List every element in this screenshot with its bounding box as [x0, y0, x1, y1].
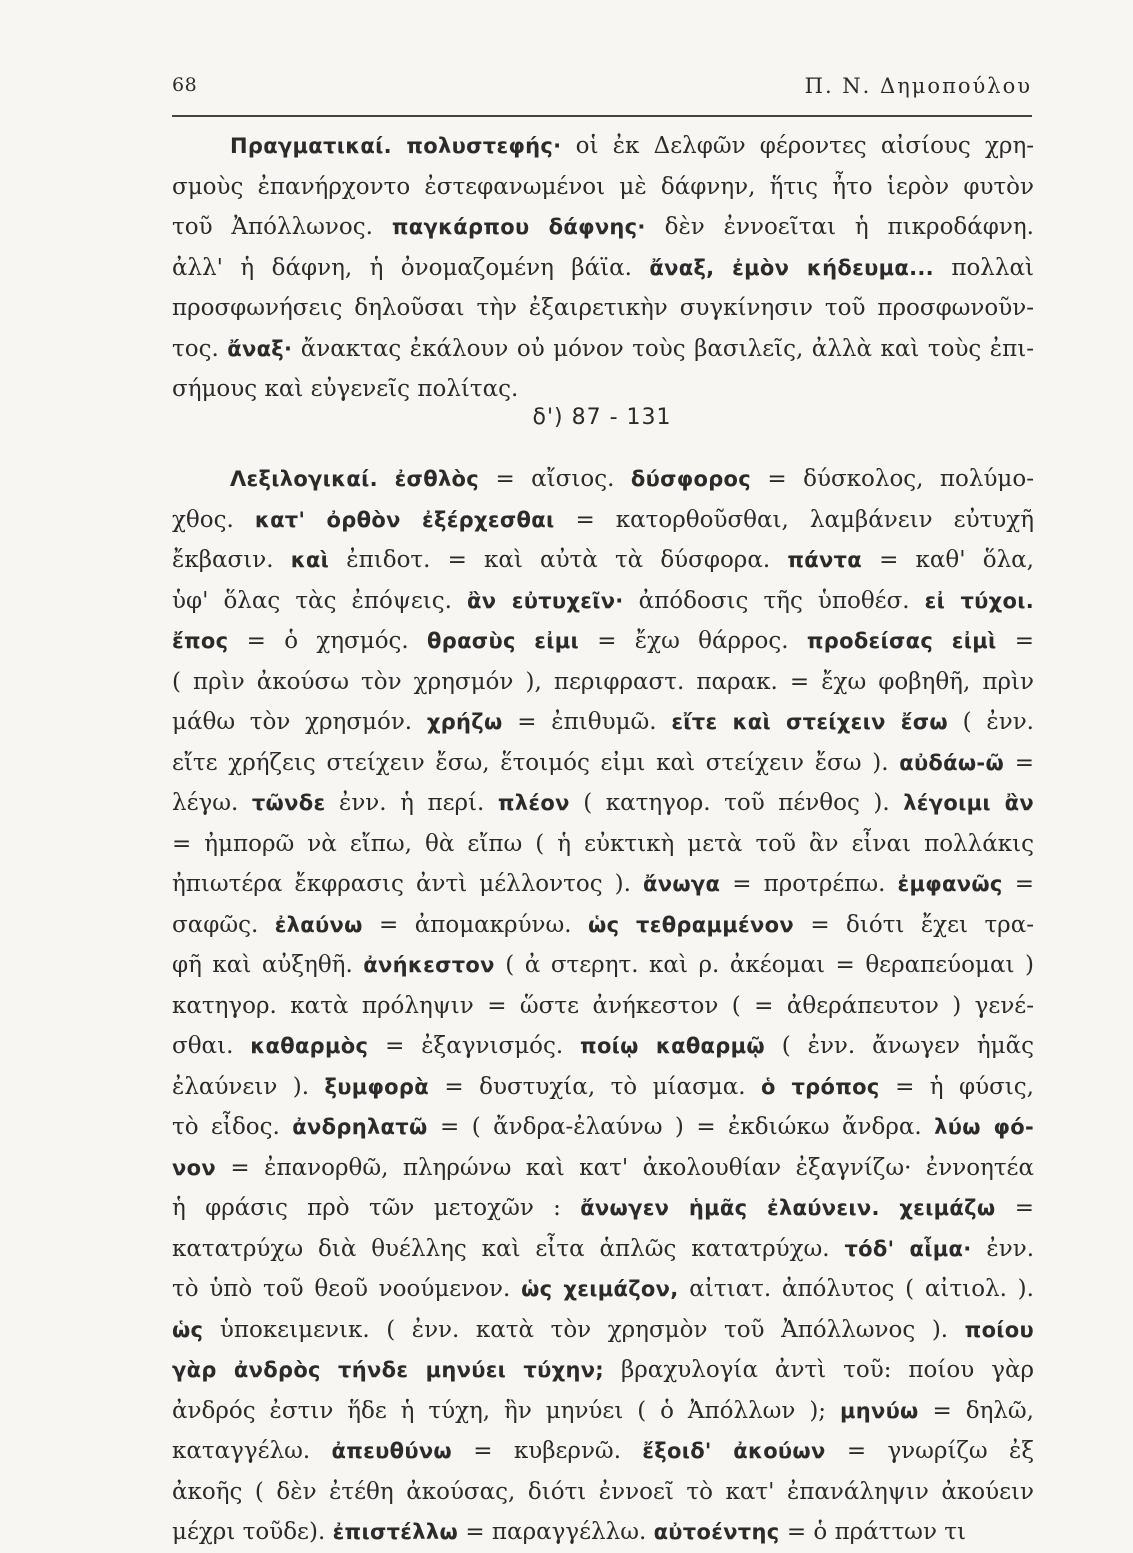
text-line: σμοὺς ἐπανήρχοντο ἐστεφανωμένοι μὲ δάφνην, ἥτις ἦτο ἱερὸν φυτὸν: [172, 173, 1034, 200]
text-line: μάθω τὸν χρησμόν. χρήζω = ἐπιθυμῶ. εἴτε καὶ στείχειν ἔσω ( ἐνν.: [172, 709, 1034, 735]
text-line: ὡς ὑποκειμενικ. ( ἐνν. κατὰ τὸν χρησμὸν τοῦ Ἀπόλλωνος ). ποίου: [172, 1316, 1034, 1343]
text-line: ἔπος = ὁ χησμός. θρασὺς εἰμι = ἔχω θάρρος. προδείσας εἰμὶ =: [172, 628, 1034, 654]
text-line: Πραγματικαί. πολυστεφής· οἱ ἐκ Δελφῶν φέροντες αἰσίους χρη-: [230, 133, 1034, 159]
text-line: γὰρ ἀνδρὸς τήνδε μηνύει τύχην; βραχυλογία ἀντὶ τοῦ: ποίου γὰρ: [172, 1357, 1034, 1383]
text-line: μέχρι τοῦδε). ἐπιστέλλω = παραγγέλλω. αὐτοέντης = ὁ πράττων τι: [172, 1519, 966, 1545]
text-line: καταγγέλω. ἀπευθύνω = κυβερνῶ. ἔξοιδ' ἀκούων = γνωρίζω ἐξ: [172, 1438, 1034, 1464]
commentary-block-pragmatikai: [172, 126, 1034, 410]
text-line: σήμους καὶ εὐγενεῖς πολίτας.: [172, 376, 519, 402]
text-line: σθαι. καθαρμὸς = ἐξαγνισμός. ποίῳ καθαρμῷ ( ἐνν. ἄνωγεν ἡμᾶς: [172, 1033, 1034, 1059]
text-line: Λεξιλογικαί. ἐσθλὸς = αἴσιος. δύσφορος = δύσκολος, πολύμο-: [230, 466, 1034, 492]
text-line: κατατρύχω διὰ θυέλλης καὶ εἶτα ἁπλῶς κατατρύχω. τόδ' αἷμα· ἐνν.: [172, 1235, 1034, 1262]
running-head: Π. Ν. Δημοπούλου: [804, 74, 1032, 98]
text-line: ἡ φράσις πρὸ τῶν μετοχῶν : ἄνωγεν ἡμᾶς ἐλαύνειν. χειμάζω =: [172, 1195, 1034, 1221]
text-line: ὑφ' ὅλας τὰς ἐπόψεις. ἂν εὐτυχεῖν· ἀπόδοσις τῆς ὑποθέσ. εἰ τύχοι.: [172, 587, 1034, 614]
text-line: λέγω. τῶνδε ἐνν. ἡ περί. πλέον ( κατηγορ. τοῦ πένθος ). λέγοιμι ἂν: [172, 790, 1034, 816]
text-line: ἀκοῆς ( δὲν ἐτέθη ἀκούσας, διότι ἐννοεῖ τὸ κατ' ἐπανάληψιν ἀκούειν: [172, 1478, 1034, 1505]
section-heading: δ') 87 - 131: [532, 405, 672, 430]
text-line: νον = ἐπανορθῶ, πληρώνω καὶ κατ' ἀκολουθίαν ἐξαγνίζω· ἐννοητέα: [172, 1154, 1034, 1181]
text-line: κατηγορ. κατὰ πρόληψιν = ὥστε ἀνήκεστον ( = ἀθεράπευτον ) γενέ-: [172, 992, 1034, 1019]
text-line: ἐλαύνειν ). ξυμφορὰ = δυστυχία, τὸ μίασμα. ὁ τρόπος = ἡ φύσις,: [172, 1073, 1034, 1100]
text-line: ( πρὶν ἀκούσω τὸν χρησμόν ), περιφραστ. παρακ. = ἔχω φοβηθῆ, πρὶν: [172, 668, 1034, 695]
text-line: ἀνδρός ἐστιν ἥδε ἡ τύχη, ἣν μηνύει ( ὁ Ἀπόλλων ); μηνύω = δηλῶ,: [172, 1397, 1034, 1424]
text-line: εἴτε χρήζεις στείχειν ἔσω, ἕτοιμός εἰμι καὶ στείχειν ἔσω ). αὐδάω-ῶ =: [172, 749, 1034, 776]
text-line: τὸ ὑπὸ τοῦ θεοῦ νοούμενον. ὡς χειμάζον, αἰτιατ. ἀπόλυτος ( αἰτιολ. ).: [172, 1276, 1034, 1302]
commentary-block-lexilogikai: [172, 459, 1034, 1553]
text-line: τοῦ Ἀπόλλωνος. παγκάρπου δάφνης· δὲν ἐννοεῖται ἡ πικροδάφνη.: [172, 214, 1034, 240]
text-line: ἠπιωτέρα ἔκφρασις ἀντὶ μέλλοντος ). ἄνωγα = προτρέπω. ἐμφανῶς =: [172, 871, 1034, 897]
text-line: τος. ἄναξ· ἄνακτας ἐκάλουν οὐ μόνον τοὺς βασιλεῖς, ἀλλὰ καὶ τοὺς ἐπι-: [172, 335, 1034, 362]
page-header: [172, 74, 1032, 104]
header-rule: [172, 115, 1032, 117]
text-line: ἔκβασιν. καὶ ἐπιδοτ. = καὶ αὐτὰ τὰ δύσφορα. πάντα = καθ' ὅλα,: [172, 547, 1034, 573]
page-number: 68: [172, 74, 198, 96]
text-line: προσφωνήσεις δηλοῦσαι τὴν ἐξαιρετικὴν συγκίνησιν τοῦ προσφωνοῦν-: [172, 295, 1034, 321]
text-line: χθος. κατ' ὀρθὸν ἐξέρχεσθαι = κατορθοῦσθαι, λαμβάνειν εὐτυχῆ: [172, 506, 1034, 533]
text-line: τὸ εἶδος. ἀνδρηλατῶ = ( ἄνδρα-ἐλαύνω ) = ἐκδιώκω ἄνδρα. λύω φό-: [172, 1114, 1034, 1140]
text-line: = ἠμπορῶ νὰ εἴπω, θὰ εἴπω ( ἡ εὐκτικὴ μετὰ τοῦ ἂν εἶναι πολλάκις: [172, 830, 1034, 857]
text-line: φῆ καὶ αὐξηθῆ. ἀνήκεστον ( ἀ στερητ. καὶ ρ. ἀκέομαι = θεραπεύομαι ): [172, 952, 1034, 978]
text-line: ἀλλ' ἡ δάφνη, ἡ ὀνομαζομένη βάϊα. ἄναξ, ἐμὸν κήδευμα... πολλαὶ: [172, 254, 1034, 281]
text-line: σαφῶς. ἐλαύνω = ἀπομακρύνω. ὡς τεθραμμένον = διότι ἔχει τρα-: [172, 911, 1034, 938]
